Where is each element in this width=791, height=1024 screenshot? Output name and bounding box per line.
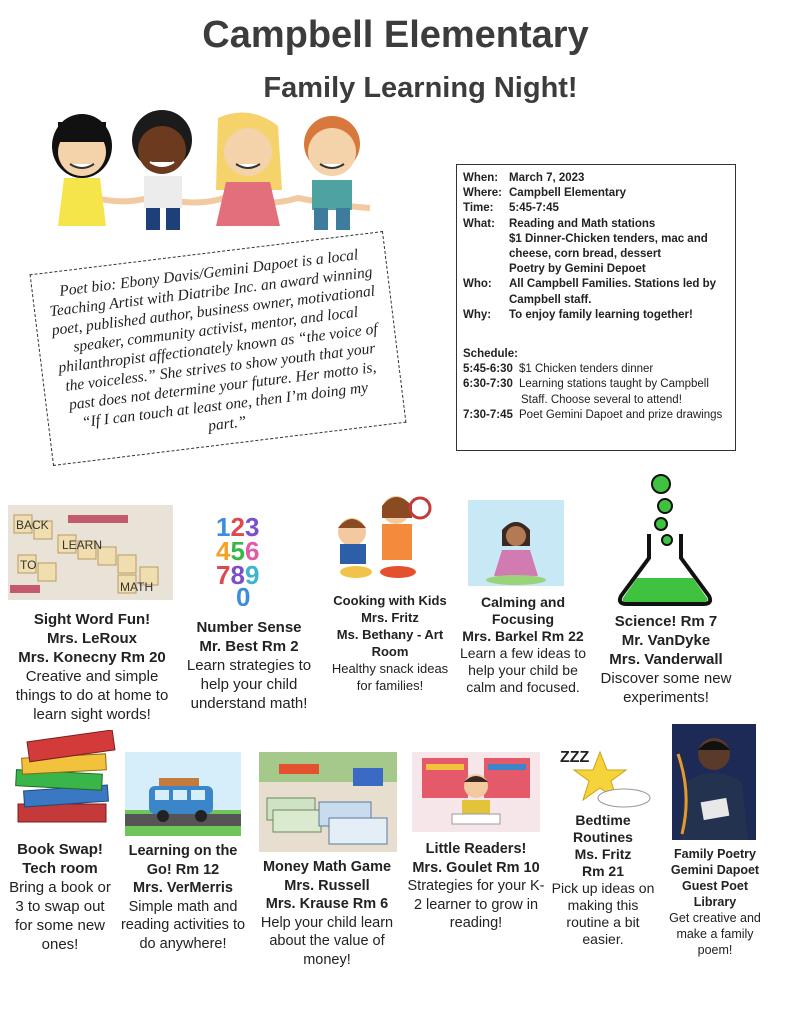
- schedule-time-1: 5:45-6:30: [463, 363, 513, 376]
- station-name: Bedtime Routines Ms. Fritz Rm 21: [573, 812, 633, 879]
- station-calming: [456, 594, 590, 696]
- station-name: Calming and Focusing Mrs. Barkel Rm 22: [462, 594, 584, 644]
- station-book-swap: [8, 840, 112, 954]
- sleep-text: ZZZ: [560, 749, 590, 766]
- why-value: To enjoy family learning together!: [509, 308, 693, 321]
- svg-text:123: 123: [216, 512, 260, 542]
- svg-text:456: 456: [216, 536, 260, 566]
- what-label: What:: [463, 217, 495, 230]
- why-label: Why:: [463, 308, 492, 321]
- station-learning-on-go: [120, 842, 246, 953]
- station-name: Sight Word Fun! Mrs. LeRoux Mrs. Konecny Rm 20: [18, 611, 166, 666]
- station-desc: Discover some new experiments!: [600, 670, 732, 706]
- station-name: Money Math Game Mrs. Russell Mrs. Krause Rm 6: [262, 859, 392, 912]
- station-name: Science! Rm 7 Mr. VanDyke Mrs. Vanderwall: [609, 613, 723, 668]
- what-value-2: $1 Dinner-Chicken tenders, mac and cheese, corn bread, dessert: [509, 232, 708, 261]
- little-reader-image: [412, 752, 540, 832]
- what-value-1: Reading and Math stations: [509, 217, 656, 230]
- scrabble-word: TO: [20, 558, 37, 572]
- colorful-numbers-image: [212, 512, 284, 606]
- station-desc: Learn a few ideas to help your child be calm and focused.: [459, 645, 587, 695]
- station-desc: Healthy snack ideas for families!: [331, 661, 449, 693]
- time-value: 5:45-7:45: [509, 202, 559, 215]
- what-value-3: Poetry by Gemini Depoet: [509, 263, 646, 276]
- station-desc: Help your child learn about the value of money!: [260, 914, 394, 968]
- station-desc: Strategies for your K-2 learner to grow in reading!: [407, 878, 545, 931]
- station-cooking: [324, 592, 456, 694]
- station-desc: Creative and simple things to do at home to learn sight words!: [15, 668, 169, 723]
- station-name: Cooking with Kids Mrs. Fritz Ms. Bethany - Art Room: [333, 593, 447, 659]
- station-desc: Get creative and make a family poem!: [669, 911, 761, 957]
- schedule-item-1: $1 Chicken tenders dinner: [519, 363, 654, 376]
- sleeping-star-image: [560, 746, 652, 810]
- page-subtitle: Family Learning Night!: [263, 72, 578, 104]
- station-sight-word: [6, 610, 178, 724]
- station-name: Number Sense Mr. Best Rm 2: [196, 619, 302, 655]
- station-money-math: [252, 858, 402, 969]
- schedule-item-2: Learning stations taught by Campbell: [519, 378, 709, 391]
- station-name: Family Poetry Gemini Dapoet Guest Poet Library: [670, 847, 760, 909]
- schedule-item-2-cont: Staff. Choose several to attend!: [521, 393, 682, 406]
- van-on-road-image: [125, 752, 241, 836]
- station-science: [596, 612, 736, 707]
- science-flask-image: [615, 474, 715, 608]
- station-desc: Learn strategies to help your child understand math!: [186, 657, 312, 712]
- calming-girl-image: [468, 500, 564, 586]
- when-label: When:: [463, 172, 499, 184]
- stack-of-books-image: [10, 730, 120, 830]
- station-family-poetry: [662, 846, 768, 958]
- who-label: Who:: [463, 278, 492, 291]
- where-label: Where:: [463, 187, 502, 200]
- svg-text:0: 0: [236, 582, 251, 606]
- who-value: All Campbell Families. Stations led by Campbell staff.: [509, 278, 717, 306]
- guest-poet-photo: [672, 724, 756, 840]
- poet-bio: Poet bio: Ebony Davis/Gemini Dapoet is a local Teaching Artist with Diatribe Inc. an award winning poet, published author, business owner, motivational speaker, community activist, mentor, and local philanthropist affectionately known as “the voice of the voiceless.” She strives to show youth that your past does not determine your future. Her motto is, “If I can touch at least one, then I’m doing my part.”: [30, 231, 407, 466]
- scrabble-word: BACK: [16, 518, 49, 532]
- page-title: Campbell Elementary: [202, 14, 589, 56]
- scrabble-tiles-image: [8, 505, 173, 600]
- station-number-sense: [186, 618, 312, 713]
- schedule-time-2: 6:30-7:30: [463, 378, 513, 391]
- where-value: Campbell Elementary: [509, 187, 626, 200]
- station-little-readers: [404, 840, 548, 933]
- scrabble-word: LEARN: [62, 538, 103, 552]
- schedule-item-3: Poet Gemini Dapoet and prize drawings: [519, 408, 723, 421]
- station-name: Book Swap! Tech room: [17, 841, 103, 877]
- scrabble-word: MATH: [120, 580, 154, 594]
- kids-holding-hands-illustration: [40, 108, 380, 238]
- station-desc: Pick up ideas on making this routine a bit easier.: [551, 880, 655, 947]
- svg-text:789: 789: [216, 560, 260, 590]
- station-desc: Bring a book or 3 to swap out for some new ones!: [9, 879, 111, 953]
- station-bedtime: [548, 812, 658, 948]
- station-name: Little Readers! Mrs. Goulet Rm 10: [412, 841, 540, 876]
- station-name: Learning on the Go! Rm 12 Mrs. VerMerris: [128, 843, 238, 896]
- event-info-box: [456, 164, 736, 451]
- schedule-time-3: 7:30-7:45: [463, 408, 513, 421]
- cooking-kids-image: [328, 488, 433, 586]
- station-desc: Simple math and reading activities to do anywhere!: [120, 898, 246, 952]
- when-value: March 7, 2023: [509, 172, 585, 184]
- money-board-game-image: [259, 752, 397, 852]
- time-label: Time:: [463, 202, 494, 215]
- schedule-label: Schedule:: [463, 348, 518, 361]
